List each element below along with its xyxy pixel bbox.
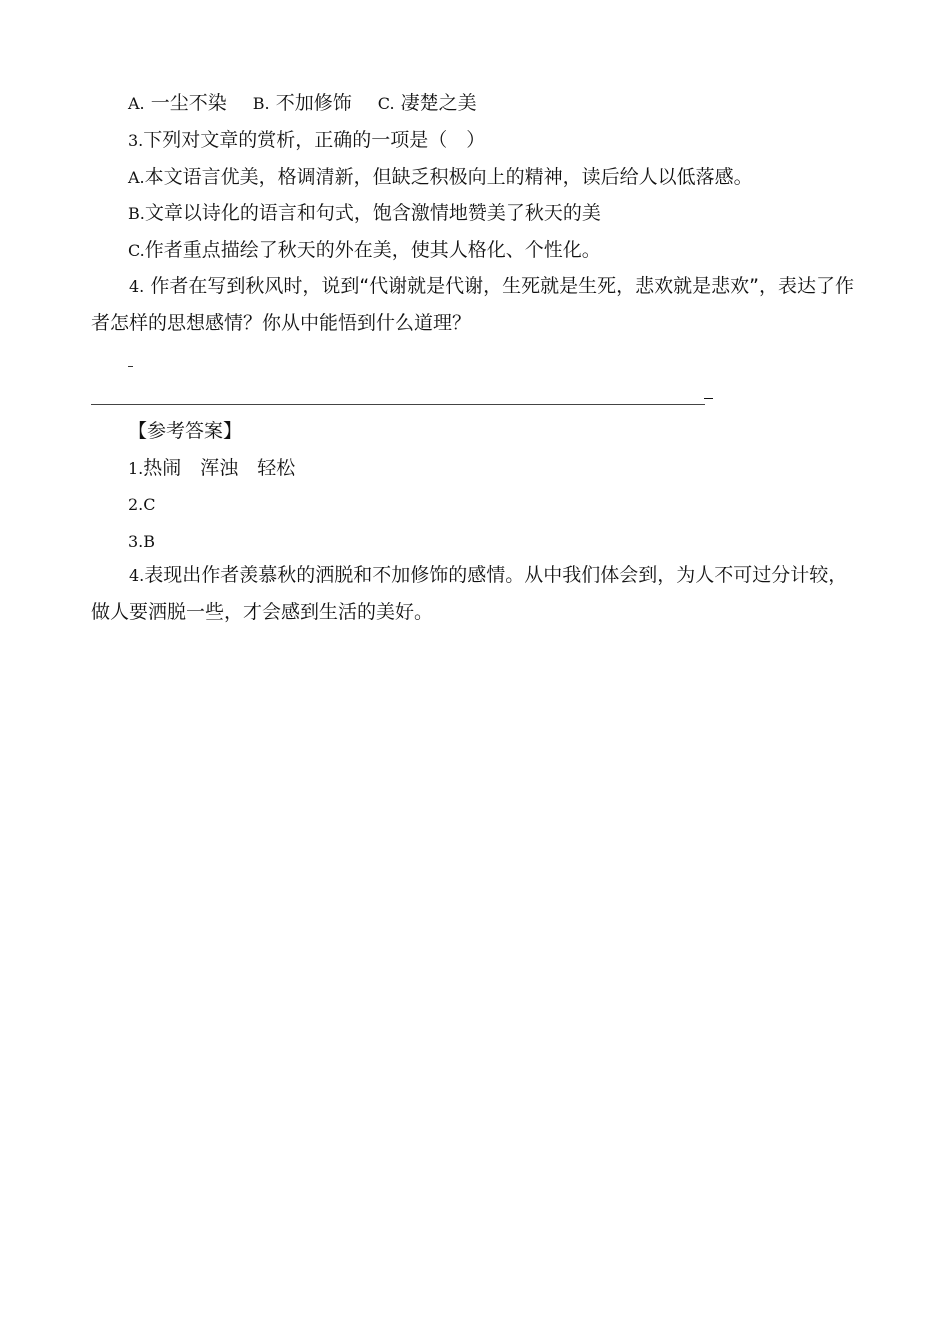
answer-1: [128, 456, 295, 481]
answer-3-number: 3.: [128, 532, 144, 551]
question-3-option-b: [128, 201, 601, 226]
answer-1-text: 热闹 浑浊 轻松: [143, 457, 296, 479]
answer-2-text: C: [143, 495, 156, 514]
answers-heading: 【参考答案】: [128, 420, 243, 442]
question-3-option-c: [128, 238, 601, 263]
question-3-option-a-text: 本文语言优美，格调清新，但缺乏积极向上的精神，读后给人以低落感。: [144, 166, 753, 188]
answer-4-text: 表现出作者羡慕秋的洒脱和不加修饰的感情。从中我们体会到，为人不可过分计较，做人要洒脱一些，才会感到生活的美好。: [91, 564, 848, 623]
option-c-text: 凄楚之美: [400, 92, 477, 114]
option-a-text: 一尘不染: [150, 92, 227, 114]
answer-3: [128, 529, 155, 554]
question-4-text: 作者在写到秋风时，说到“代谢就是代谢，生死就是生死，悲欢就是悲欢”，表达了作者怎样的思想感情？你从中能悟到什么道理？: [91, 275, 855, 334]
question-3-option-b-text: 文章以诗化的语言和句式，饱含激情地赞美了秋天的美: [144, 202, 601, 224]
option-c-letter: C.: [377, 94, 395, 113]
answer-blank-mark: [128, 366, 133, 367]
answer-line: [91, 404, 705, 405]
question-4: [91, 268, 861, 342]
question-3-option-c-letter: C.: [128, 241, 145, 260]
question-3-option-c-text: 作者重点描绘了秋天的外在美，使其人格化、个性化。: [144, 239, 601, 261]
question-3-option-a-letter: A.: [128, 168, 145, 187]
question-3-option-a: [128, 165, 753, 190]
option-a-letter: A.: [128, 94, 145, 113]
answer-3-text: B: [143, 532, 156, 551]
answer-2-number: 2.: [128, 495, 144, 514]
answer-1-number: 1.: [128, 459, 144, 478]
answer-line-end: [704, 398, 713, 399]
question-3-number: 3.: [128, 131, 144, 150]
answer-2: [128, 492, 156, 517]
option-b-letter: B.: [252, 94, 270, 113]
question-3-option-b-letter: B.: [128, 204, 145, 223]
answer-4: [91, 557, 861, 631]
answer-4-number: 4.: [129, 566, 145, 585]
question-options-line: [128, 91, 477, 116]
question-3-stem: [128, 128, 485, 153]
option-b-text: 不加修饰: [275, 92, 352, 114]
question-3-text: 下列对文章的赏析，正确的一项是（ ）: [143, 129, 486, 151]
question-4-number: 4.: [129, 277, 145, 296]
